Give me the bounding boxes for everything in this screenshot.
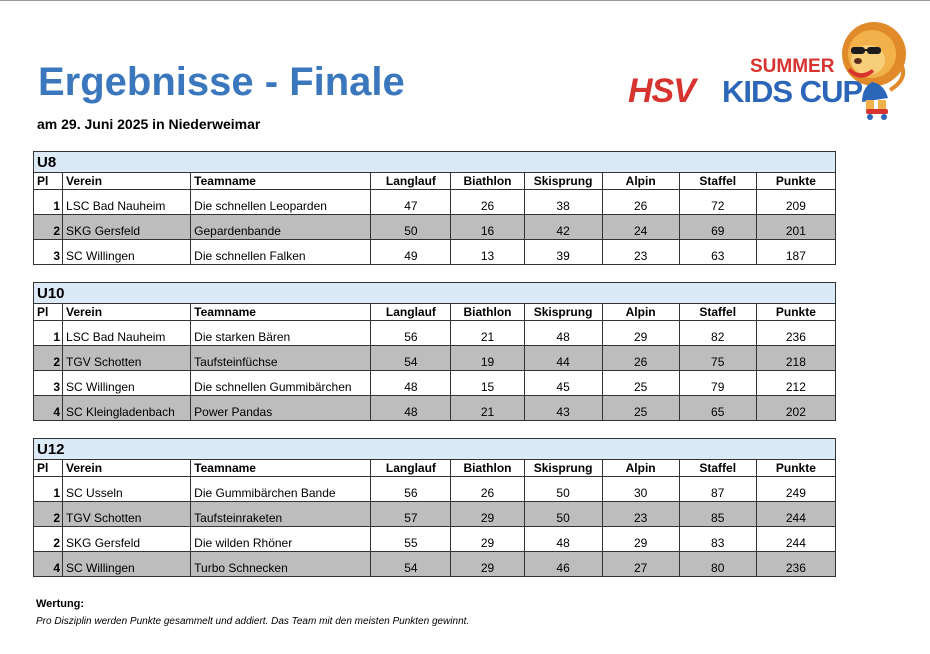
table-row (34, 190, 836, 215)
group-title: U12 (34, 439, 836, 460)
cell-alpin: 26 (602, 190, 679, 215)
cell-team: Die schnellen Falken (191, 240, 371, 265)
cell-verein: TGV Schotten (63, 346, 191, 371)
results-table-u8 (33, 151, 836, 265)
cell-pl: 2 (34, 346, 63, 371)
cell-skisprung: 50 (524, 477, 602, 502)
wertung-label: Wertung: (36, 598, 85, 610)
cell-biathlon: 29 (451, 552, 524, 577)
column-header-staffel: Staffel (679, 173, 756, 190)
cell-team: Die Gummibärchen Bande (191, 477, 371, 502)
column-header-punkte: Punkte (756, 304, 835, 321)
table-row (34, 215, 836, 240)
cell-verein: SC Willingen (63, 240, 191, 265)
column-header-punkte: Punkte (756, 460, 835, 477)
column-header-pl: Pl (34, 460, 63, 477)
cell-pl: 2 (34, 527, 63, 552)
results-table-u10 (33, 282, 836, 421)
cell-langlauf: 50 (371, 215, 451, 240)
header-row (34, 460, 836, 477)
column-header-team: Teamname (191, 173, 371, 190)
cell-staffel: 87 (679, 477, 756, 502)
cell-pl: 4 (34, 552, 63, 577)
column-header-langlauf: Langlauf (371, 173, 451, 190)
cell-langlauf: 47 (371, 190, 451, 215)
page-title: Ergebnisse - Finale (38, 60, 405, 104)
top-divider (0, 0, 930, 1)
logo-summer-text: SUMMER (750, 56, 835, 77)
column-header-staffel: Staffel (679, 304, 756, 321)
cell-verein: SKG Gersfeld (63, 527, 191, 552)
cell-langlauf: 55 (371, 527, 451, 552)
cell-alpin: 24 (602, 215, 679, 240)
cell-punkte: 249 (756, 477, 835, 502)
cell-skisprung: 44 (524, 346, 602, 371)
cell-verein: SC Kleingladenbach (63, 396, 191, 421)
cell-skisprung: 46 (524, 552, 602, 577)
cell-staffel: 82 (679, 321, 756, 346)
cell-team: Taufsteinfüchse (191, 346, 371, 371)
cell-alpin: 25 (602, 396, 679, 421)
group-title: U10 (34, 283, 836, 304)
cell-pl: 1 (34, 321, 63, 346)
column-header-biathlon: Biathlon (451, 173, 524, 190)
cell-verein: SC Willingen (63, 371, 191, 396)
table-row (34, 527, 836, 552)
column-header-team: Teamname (191, 460, 371, 477)
page-subtitle: am 29. Juni 2025 in Niederweimar (37, 116, 261, 132)
cell-langlauf: 56 (371, 321, 451, 346)
cell-punkte: 202 (756, 396, 835, 421)
cell-team: Taufsteinraketen (191, 502, 371, 527)
cell-pl: 3 (34, 240, 63, 265)
cell-team: Gepardenbande (191, 215, 371, 240)
column-header-langlauf: Langlauf (371, 460, 451, 477)
scoring-note: Pro Disziplin werden Punkte gesammelt und addiert. Das Team mit den meisten Punkten gewinnt. (36, 616, 470, 627)
logo-brand-text: HSV (628, 72, 695, 110)
cell-biathlon: 26 (451, 190, 524, 215)
results-table-u12 (33, 438, 836, 577)
table-row (34, 502, 836, 527)
cell-verein: LSC Bad Nauheim (63, 321, 191, 346)
cell-staffel: 83 (679, 527, 756, 552)
cell-pl: 2 (34, 502, 63, 527)
cell-alpin: 27 (602, 552, 679, 577)
cell-verein: SKG Gersfeld (63, 215, 191, 240)
cell-langlauf: 49 (371, 240, 451, 265)
cell-pl: 4 (34, 396, 63, 421)
cell-skisprung: 50 (524, 502, 602, 527)
cell-staffel: 80 (679, 552, 756, 577)
cell-pl: 1 (34, 190, 63, 215)
cell-skisprung: 48 (524, 527, 602, 552)
cell-biathlon: 16 (451, 215, 524, 240)
cell-skisprung: 43 (524, 396, 602, 421)
table-row (34, 321, 836, 346)
column-header-team: Teamname (191, 304, 371, 321)
column-header-verein: Verein (63, 173, 191, 190)
cell-alpin: 23 (602, 240, 679, 265)
column-header-pl: Pl (34, 304, 63, 321)
cell-biathlon: 13 (451, 240, 524, 265)
column-header-verein: Verein (63, 460, 191, 477)
cell-langlauf: 57 (371, 502, 451, 527)
cell-skisprung: 45 (524, 371, 602, 396)
cell-biathlon: 19 (451, 346, 524, 371)
cell-skisprung: 48 (524, 321, 602, 346)
cell-alpin: 29 (602, 321, 679, 346)
group-title: U8 (34, 152, 836, 173)
column-header-alpin: Alpin (602, 304, 679, 321)
cell-punkte: 236 (756, 321, 835, 346)
cell-langlauf: 54 (371, 552, 451, 577)
logo-cup-text: KIDS CUP (722, 74, 863, 109)
column-header-skisprung: Skisprung (524, 304, 602, 321)
cell-biathlon: 29 (451, 527, 524, 552)
cell-langlauf: 54 (371, 346, 451, 371)
cell-verein: LSC Bad Nauheim (63, 190, 191, 215)
cell-biathlon: 29 (451, 502, 524, 527)
column-header-alpin: Alpin (602, 173, 679, 190)
column-header-staffel: Staffel (679, 460, 756, 477)
table-row (34, 396, 836, 421)
cell-verein: SC Usseln (63, 477, 191, 502)
cell-alpin: 23 (602, 502, 679, 527)
column-header-langlauf: Langlauf (371, 304, 451, 321)
cell-langlauf: 48 (371, 396, 451, 421)
column-header-biathlon: Biathlon (451, 460, 524, 477)
cell-punkte: 187 (756, 240, 835, 265)
cell-biathlon: 15 (451, 371, 524, 396)
cell-skisprung: 42 (524, 215, 602, 240)
table-row (34, 240, 836, 265)
header-row (34, 304, 836, 321)
cell-pl: 1 (34, 477, 63, 502)
column-header-skisprung: Skisprung (524, 460, 602, 477)
cell-biathlon: 21 (451, 396, 524, 421)
header-row (34, 173, 836, 190)
cell-team: Die starken Bären (191, 321, 371, 346)
cell-staffel: 85 (679, 502, 756, 527)
cell-team: Die wilden Rhöner (191, 527, 371, 552)
column-header-alpin: Alpin (602, 460, 679, 477)
cell-verein: TGV Schotten (63, 502, 191, 527)
cell-team: Power Pandas (191, 396, 371, 421)
cell-skisprung: 38 (524, 190, 602, 215)
cell-team: Die schnellen Leoparden (191, 190, 371, 215)
cell-punkte: 212 (756, 371, 835, 396)
cell-punkte: 236 (756, 552, 835, 577)
cell-alpin: 30 (602, 477, 679, 502)
table-row (34, 477, 836, 502)
cell-team: Die schnellen Gummibärchen (191, 371, 371, 396)
cell-alpin: 29 (602, 527, 679, 552)
column-header-skisprung: Skisprung (524, 173, 602, 190)
cell-verein: SC Willingen (63, 552, 191, 577)
table-row (34, 552, 836, 577)
column-header-verein: Verein (63, 304, 191, 321)
column-header-pl: Pl (34, 173, 63, 190)
cell-punkte: 244 (756, 527, 835, 552)
table-row (34, 346, 836, 371)
cell-staffel: 79 (679, 371, 756, 396)
cell-team: Turbo Schnecken (191, 552, 371, 577)
table-row (34, 371, 836, 396)
cell-punkte: 218 (756, 346, 835, 371)
cell-staffel: 65 (679, 396, 756, 421)
cell-langlauf: 56 (371, 477, 451, 502)
cell-biathlon: 21 (451, 321, 524, 346)
cell-alpin: 26 (602, 346, 679, 371)
column-header-punkte: Punkte (756, 173, 835, 190)
hsv-summer-kids-cup-logo (622, 14, 912, 124)
cell-pl: 2 (34, 215, 63, 240)
cell-alpin: 25 (602, 371, 679, 396)
cell-pl: 3 (34, 371, 63, 396)
cell-staffel: 72 (679, 190, 756, 215)
cell-biathlon: 26 (451, 477, 524, 502)
cell-punkte: 201 (756, 215, 835, 240)
cell-staffel: 63 (679, 240, 756, 265)
cell-punkte: 209 (756, 190, 835, 215)
cell-punkte: 244 (756, 502, 835, 527)
cell-langlauf: 48 (371, 371, 451, 396)
cell-skisprung: 39 (524, 240, 602, 265)
column-header-biathlon: Biathlon (451, 304, 524, 321)
cell-staffel: 69 (679, 215, 756, 240)
cell-staffel: 75 (679, 346, 756, 371)
